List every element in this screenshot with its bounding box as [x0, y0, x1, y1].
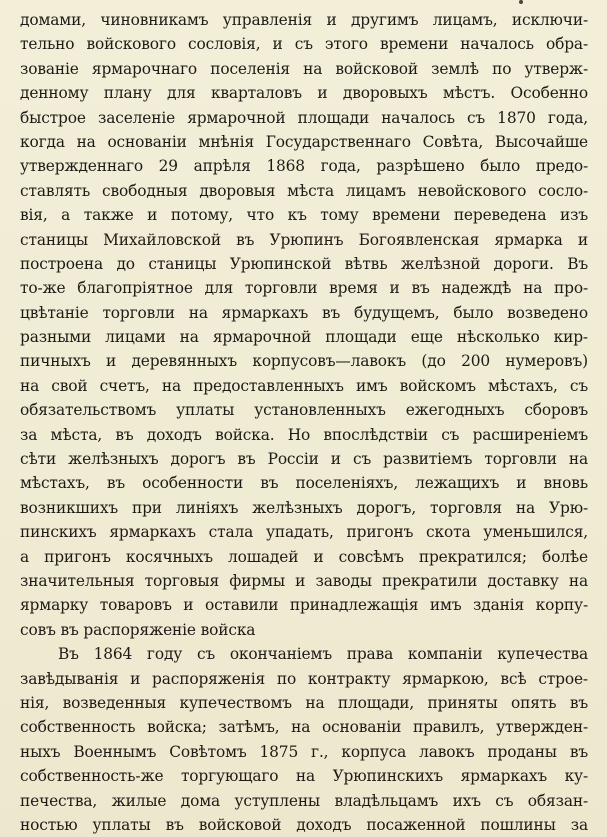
text-line-paragraph-start: Въ 1864 году съ окончаніемъ права компаніи купечества	[58, 645, 588, 664]
text-line: ярмарку товаровъ и оставили принадлежащія имъ зданія корпу-	[20, 596, 588, 615]
text-line: возникшихъ при линіяхъ желѣзныхъ дорогъ, торговля на Урю-	[20, 498, 588, 517]
text-line-paragraph-end: совъ въ распоряженіе войска	[20, 620, 256, 639]
text-line: быстрое заселеніе ярмарочной площади началось съ 1870 года,	[20, 108, 588, 127]
text-line: цвѣтаніе торговли на ярмаркахъ въ будущемъ, было возведено	[20, 303, 588, 322]
text-line: разными лицами на ярмарочной площади еще нѣсколько кир-	[20, 328, 588, 347]
text-line: пичныхъ и деревянныхъ корпусовъ—лавокъ (до 200 нумеровъ)	[20, 352, 588, 371]
text-line: денному плану для кварталовъ и дворовыхъ мѣстъ. Особенно	[20, 84, 588, 103]
ink-speck	[519, 0, 523, 4]
text-line: собственность-же торгующаго на Урюпинскихъ ярмаркахъ ку-	[20, 767, 588, 786]
text-line: обязательствомъ уплаты установленныхъ ежегодныхъ сборовъ	[20, 401, 588, 420]
text-line: мѣстахъ, въ особенности въ поселеніяхъ, лежащихъ и вновь	[20, 474, 588, 493]
text-line: собственность войска; затѣмъ, на основаніи правилъ, утвержден-	[20, 718, 588, 737]
text-line: на свой счетъ, на предоставленныхъ имъ войскомъ мѣстахъ, съ	[20, 376, 588, 395]
text-line: зованіе ярмарочнаго поселенія на войсковой землѣ по утверж-	[20, 59, 588, 78]
text-line: утвержденнаго 29 апрѣля 1868 года, разрѣшено было предо-	[20, 157, 588, 176]
text-line: тельно войскового сословія, и съ этого времени началось обра-	[20, 35, 588, 54]
text-line: вія, а также и потому, что къ тому времени переведена изъ	[20, 206, 588, 225]
text-line: домами, чиновникамъ управленія и другимъ лицамъ, исключи-	[20, 11, 588, 29]
text-line: значительныя торговыя фирмы и заводы прекратили доставку на	[20, 571, 588, 590]
text-line: то-же благопріятное для торговли время и въ надеждѣ на про-	[20, 279, 588, 298]
text-line: ставлять свободныя дворовыя мѣста лицамъ невойскового сосло-	[20, 181, 588, 200]
text-line: сѣти желѣзныхъ дорогъ въ Россіи и съ развитіемъ торговли на	[20, 450, 588, 469]
text-line: когда на основаніи мнѣнія Государственнаго Совѣта, Высочайше	[20, 132, 588, 151]
text-line: печества, жилые дома уступлены владѣльцамъ ихъ съ обязан-	[20, 791, 588, 810]
body-text	[20, 8, 588, 837]
text-line: ностью уплаты въ войсковой доходъ посаженной пошлины за	[20, 815, 588, 834]
text-line: станицы Михайловской въ Урюпинъ Богоявленская ярмарка и	[20, 230, 588, 249]
text-line: ныхъ Военнымъ Совѣтомъ 1875 г., корпуса лавокъ проданы въ	[20, 742, 588, 761]
text-line: нія, возведенныя купечествомъ на площади, приняты опять въ	[20, 693, 588, 712]
text-line: завѣдыванія и распоряженія по контракту ярмаркою, всѣ строе-	[20, 669, 588, 688]
text-line: за мѣста, въ доходъ войска. Но впослѣдствіи съ расширеніемъ	[20, 425, 588, 444]
text-line: построена до станицы Урюпинской вѣтвь желѣзной дороги. Въ	[20, 254, 588, 273]
text-line: а пригонъ косячныхъ лошадей и совсѣмъ прекратился; болѣе	[20, 547, 588, 566]
text-line: пинскихъ ярмаркахъ стала упадать, пригонъ скота уменьшился,	[20, 523, 588, 542]
